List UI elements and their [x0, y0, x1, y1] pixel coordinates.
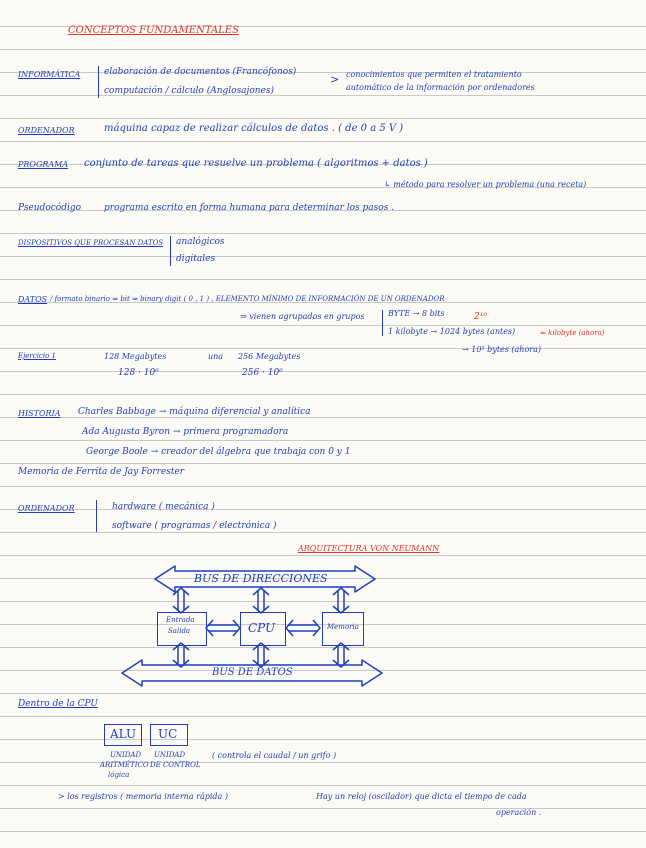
- programa-note: ↳ método para resolver un problema (una receta): [384, 180, 587, 189]
- alu-label: ALU: [110, 727, 137, 741]
- double-arrow-icon: [206, 620, 240, 636]
- double-arrow-icon: [333, 588, 349, 613]
- uc-desc-2: DE CONTROL: [150, 761, 201, 769]
- ejercicio-a: 128 Megabytes: [104, 352, 167, 361]
- alu-desc-1: UNIDAD: [110, 751, 142, 759]
- double-arrow-icon: [173, 643, 189, 667]
- cpu-label: CPU: [248, 621, 276, 635]
- historia-ada: Ada Augusta Byron → primera programadora: [82, 427, 289, 437]
- informatica-line1: elaboración de documentos (Francófonos): [104, 67, 297, 77]
- datos-line1: / formato binario ⇒ bit ⇒ binary digit ( 0 , 1 ) , ELEMENTO MÍNIMO DE INFORMACIÓN DE UN ORDENADOR: [50, 295, 445, 303]
- ordenador-term: ORDENADOR: [18, 126, 75, 135]
- ejercicio-b-calc: 256 · 10⁶: [242, 368, 283, 378]
- historia-babbage: Charles Babbage → máquina diferencial y analítica: [78, 407, 311, 417]
- bus-direcciones-label: BUS DE DIRECCIONES: [194, 572, 328, 585]
- double-arrow-icon: [253, 588, 269, 613]
- salida-label: Salida: [168, 627, 191, 635]
- double-arrow-icon: [286, 620, 320, 636]
- cpu-section-title: Dentro de la CPU: [18, 699, 98, 709]
- informatica-result2: automático de la información por ordenadores: [346, 83, 535, 92]
- ordenador-parts-term: ORDENADOR: [18, 504, 75, 513]
- page-title: CONCEPTOS FUNDAMENTALES: [68, 25, 239, 36]
- informatica-term: INFORMÁTICA: [18, 70, 81, 79]
- ejercicio-connector: una: [208, 352, 224, 361]
- datos-term: DATOS: [18, 295, 48, 304]
- datos-kilobyte-now: ⇐ kilobyte (ahora): [540, 329, 605, 337]
- historia-term: HISTORIA: [18, 409, 61, 418]
- ejercicio-label: Ejercicio 1: [18, 352, 56, 360]
- alu-desc-2: ARITMÉTICO: [100, 761, 149, 769]
- alu-desc-3: lógica: [108, 771, 130, 779]
- software-line: software ( programas / electrónica ): [112, 521, 277, 531]
- datos-byte: BYTE → 8 bits: [388, 309, 445, 318]
- ordenador-definition: máquina capaz de realizar cálculos de datos . ( de 0 a 5 V ): [104, 123, 404, 134]
- informatica-line2: computación / cálculo (Anglosajones): [104, 86, 275, 96]
- programa-definition: conjunto de tareas que resuelve un problema ( algoritmos + datos ): [84, 158, 428, 169]
- historia-forrester: Memoria de Ferrita de Jay Forrester: [18, 467, 185, 477]
- pseudocodigo-definition: programa escrito en forma humana para determinar los pasos .: [104, 203, 395, 213]
- double-arrow-icon: [253, 643, 269, 667]
- hardware-line: hardware ( mecánica ): [112, 502, 215, 512]
- dispositivos-term: DISPOSITIVOS QUE PROCESAN DATOS: [18, 239, 164, 247]
- power-exponent: 2¹⁰: [474, 312, 487, 322]
- dispositivos-digitales: digitales: [176, 254, 216, 264]
- ejercicio-a-calc: 128 · 10⁶: [118, 368, 159, 378]
- uc-note: ( controla el caudal / un grifo ): [212, 751, 337, 760]
- programa-term: PROGRAMA: [18, 160, 69, 169]
- datos-line2: ⇒ vienen agrupados en grupos: [240, 312, 365, 321]
- entrada-label: Entrada: [166, 616, 195, 624]
- bus-datos-label: BUS DE DATOS: [212, 667, 293, 678]
- arquitectura-title: ARQUITECTURA VON NEUMANN: [298, 544, 440, 553]
- implies-arrow-icon: >: [330, 73, 340, 86]
- uc-desc-1: UNIDAD: [154, 751, 186, 759]
- memoria-label: Memoria: [327, 623, 359, 631]
- uc-label: UC: [158, 727, 178, 741]
- historia-boole: George Boole → creador del álgebra que trabaja con 0 y 1: [86, 447, 351, 457]
- registros-note: > los registros ( memoria interna rápida ): [58, 792, 228, 801]
- ejercicio-b: 256 Megabytes: [238, 352, 301, 361]
- dispositivos-analogicos: analógicos: [176, 237, 225, 247]
- datos-kilobyte-si: → 10³ bytes (ahora): [462, 345, 541, 354]
- datos-kilobyte-before: 1 kilobyte → 1024 bytes (antes): [388, 327, 516, 336]
- pseudocodigo-term: Pseudocódigo: [18, 203, 82, 213]
- informatica-result1: conocimientos que permiten el tratamiento: [346, 70, 522, 79]
- double-arrow-icon: [333, 643, 349, 667]
- reloj-note-2: operación .: [496, 808, 542, 817]
- reloj-note-1: Hay un reloj (oscilador) que dicta el tiempo de cada: [316, 792, 527, 801]
